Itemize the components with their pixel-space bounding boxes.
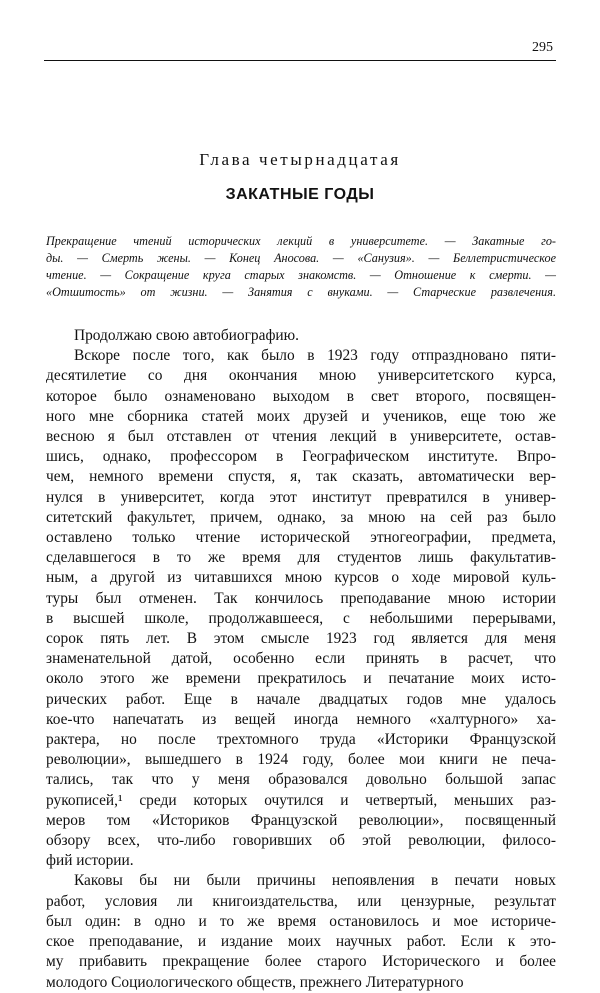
text-line: Продолжаю свою автобиографию.: [74, 327, 299, 344]
page-number: 295: [532, 40, 553, 55]
chapter-synopsis: [46, 233, 556, 301]
text-line: ного мне сборника статей моих друзей и учеников, еще тою же: [46, 407, 556, 425]
text-line: революции», вышедшего в 1924 году, более мои книги не печа-: [46, 751, 556, 769]
text-line: нулся в университет, когда этот институт превратился в универ-: [46, 488, 556, 506]
text-line: Каковы бы ни были причины непоявления в печати новых: [74, 872, 556, 890]
text-line: туры был отменен. Так кончилось преподавание мною истории: [46, 589, 556, 607]
text-line: десятилетие со дня окончания мною университетского курса,: [46, 367, 556, 385]
synopsis-line: Прекращение чтений исторических лекций в университете. — Закатные го-: [46, 234, 556, 248]
text-line: около этого же времени прекратилось и печатание моих исто-: [46, 670, 556, 688]
text-line: кое-что напечатать из вещей иногда немного «халтурного» ха-: [46, 710, 556, 728]
text-line: весною я был отставлен от чтения лекций в университете, остав-: [46, 428, 556, 446]
header-rule: [44, 60, 556, 61]
text-line: Вскоре после того, как было в 1923 году отпраздновано пяти-: [74, 347, 556, 365]
chapter-title: ЗАКАТНЫЕ ГОДЫ: [225, 186, 375, 203]
text-line: был один: в одно и то же время остановилось и мое историче-: [46, 912, 556, 930]
text-line: в высшей школе, продолжавшееся, с небольшими перерывами,: [46, 609, 556, 627]
text-line: шись, однако, профессором в Географическом институте. Впро-: [46, 448, 556, 466]
text-line: сделавшегося в то же время для студентов лишь факультатив-: [46, 549, 556, 567]
synopsis-line: «Отшитость» от жизни. — Занятия с внуками. — Старческие развлечения.: [46, 285, 556, 299]
text-line: сорок пять лет. В этом смысле 1923 год является для меня: [46, 630, 556, 648]
text-line: обзору всех, что-либо говоривших об этой революции, филосо-: [46, 832, 556, 850]
text-line: знаменательной датой, особенно если принять в расчет, что: [46, 650, 556, 668]
text-line: чем, немного времени спустя, я, так сказать, автоматически вер-: [46, 468, 556, 486]
text-line: меров том «Историков Французской революции», посвященный: [46, 811, 556, 829]
text-line: работ, условия ли книгоиздательства, или цензурные, результат: [46, 892, 556, 910]
text-line: оставлено только чтение исторической этногеографии, предмета,: [46, 529, 556, 547]
chapter-label: Глава четырнадцатая: [199, 150, 401, 169]
text-line: ным, а другой из читавшихся мною курсов о ходе мировой куль-: [46, 569, 556, 587]
text-line: ское преподавание, и издание моих научных работ. Если к это-: [46, 933, 556, 951]
body-text: [46, 326, 556, 993]
paragraph: [46, 871, 556, 992]
text-line: рических работ. Еще в начале двадцатых годов мне удалось: [46, 690, 556, 708]
text-line: которое было ознаменовано выходом в свет второго, посвящен-: [46, 387, 556, 405]
text-line: рактера, но после трехтомного труда «Историки Французской: [46, 731, 556, 749]
paragraph: [46, 326, 556, 346]
text-line: рукописей,¹ среди которых очутился и четвертый, меньших раз-: [46, 791, 556, 809]
text-line: молодого Социологического обществ, прежнего Литературного: [46, 973, 464, 991]
text-line: му прибавить прекращение более старого Исторического и более: [46, 953, 556, 971]
paragraph: [46, 346, 556, 871]
synopsis-line: ды. — Смерть жены. — Конец Аносова. — «Санузия». — Беллетристическое: [46, 251, 556, 265]
text-line: ситетский факультет, причем, однако, за мною на сей раз было: [46, 508, 556, 526]
text-line: тались, так что у меня образовался довольно большой запас: [46, 771, 556, 789]
synopsis-line: чтение. — Сокращение круга старых знакомств. — Отношение к смерти. —: [46, 268, 556, 282]
text-line: фий истории.: [46, 852, 134, 870]
